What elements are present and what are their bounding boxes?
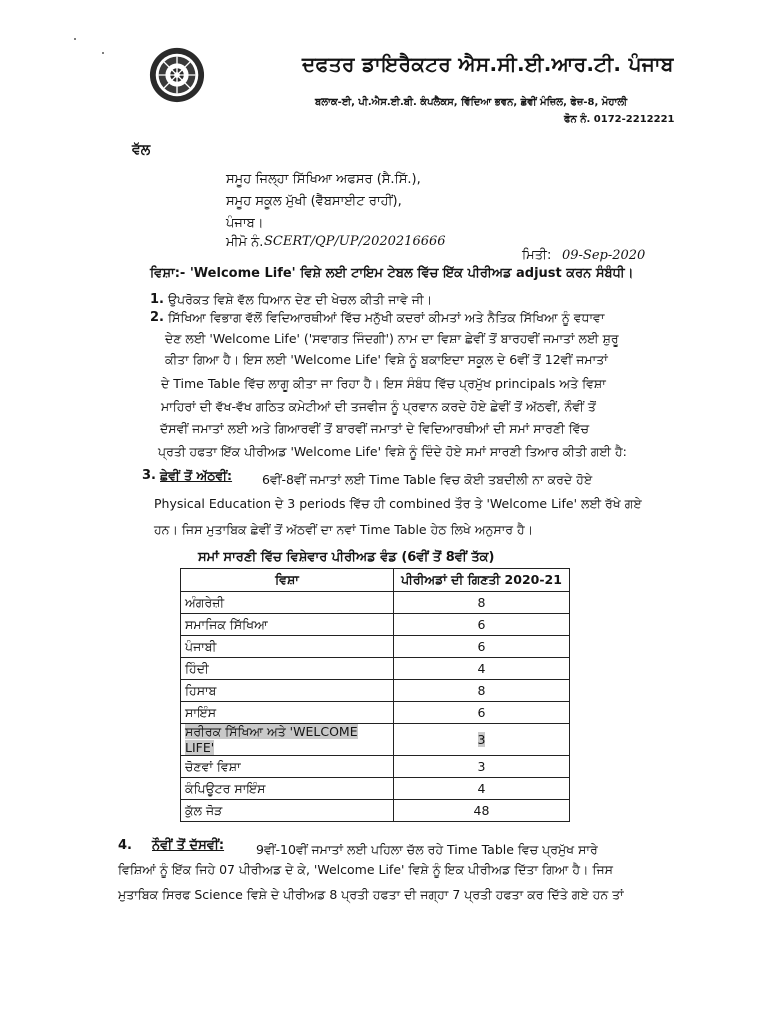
paragraph-line: Physical Education ਦੇ 3 periods ਵਿੱਚ ਹੀ combined ਤੌਰ ਤੇ 'Welcome Life' ਲਈ ਰੱਖੇ ਗਏ [154,496,642,511]
memo-number: SCERT/QP/UP/2020216666 [264,234,446,249]
periods-cell: 4 [394,778,570,800]
timetable-table [180,568,570,822]
subject-cell: ਕੁੱਲ ਜੋੜ [181,800,394,822]
office-phone: ਫੋਨ ਨੰ. 0172-2212221 [564,114,675,125]
paragraph-heading: ਨੌਵੀਂ ਤੋਂ ਦੱਸਵੀਂ: [152,838,225,853]
table-row [181,592,570,614]
date-value: 09-Sep-2020 [562,248,646,263]
paragraph-line: ਉਪਰੋਕਤ ਵਿਸ਼ੇ ਵੱਲ ਧਿਆਨ ਦੇਣ ਦੀ ਖੇਚਲ ਕੀਤੀ ਜਾਵੇ ਜੀ। [168,292,433,307]
paragraph-number: 3. [142,468,156,483]
date-label: ਮਿਤੀ: [522,248,552,263]
subject-cell: ਹਿੰਦੀ [181,658,394,680]
paragraph-number: 4. [118,838,132,853]
paragraph-line: ਦੇ Time Table ਵਿੱਚ ਲਾਗੂ ਕੀਤਾ ਜਾ ਰਿਹਾ ਹੈ। ਇਸ ਸੰਬੰਧ ਵਿੱਚ ਪ੍ਰਮੁੱਖ principals ਅਤੇ ਵਿਸ਼ਾ [161,376,606,391]
column-header-periods: ਪੀਰੀਅਡਾਂ ਦੀ ਗਿਣਤੀ 2020-21 [394,569,570,592]
subject-line: ਵਿਸ਼ਾ:- 'Welcome Life' ਵਿਸ਼ੇ ਲਈ ਟਾਇਮ ਟੇਬਲ ਵਿੱਚ ਇੱਕ ਪੀਰੀਅਡ adjust ਕਰਨ ਸੰਬੰਧੀ। [150,266,634,281]
subject-cell: ਸਾਇੰਸ [181,702,394,724]
table-row [181,680,570,702]
paragraph-line: ਦੱਸਵੀਂ ਜਮਾਤਾਂ ਲਈ ਅਤੇ ਗਿਆਰਵੀਂ ਤੋਂ ਬਾਰਵੀਂ ਜਮਾਤਾਂ ਦੇ ਵਿਦਿਆਰਥੀਆਂ ਦੀ ਸਮਾਂ ਸਾਰਣੀ ਵਿੱਚ [160,421,590,436]
office-title: ਦਫਤਰ ਡਾਇਰੈਕਟਰ ਐਸ.ਸੀ.ਈ.ਆਰ.ਟੀ. ਪੰਜਾਬ [302,52,674,76]
paragraph-number: 2. [150,310,164,325]
table-row [181,636,570,658]
scan-speck [74,38,76,40]
paragraph-heading: ਛੇਵੀਂ ਤੋਂ ਅੱਠਵੀਂ: [160,468,233,483]
subject-cell: ਹਿਸਾਬ [181,680,394,702]
table-row-highlighted [181,724,570,756]
periods-cell: 48 [394,800,570,822]
subject-cell: ਕੰਪਿਊਟਰ ਸਾਇੰਸ [181,778,394,800]
paragraph-line: ਮੁਤਾਬਿਕ ਸਿਰਫ Science ਵਿਸ਼ੇ ਦੇ ਪੀਰੀਅਡ 8 ਪ੍ਰਤੀ ਹਫਤਾ ਦੀ ਜਗ੍ਹਾ 7 ਪ੍ਰਤੀ ਹਫਤਾ ਕਰ ਦਿੱਤੇ ਗਏ ਹਨ ਤਾਂ [118,887,624,902]
periods-cell: 4 [394,658,570,680]
paragraph-line: ਵਿਸ਼ਿਆਂ ਨੂੰ ਇੱਕ ਜਿਹੇ 07 ਪੀਰੀਅਡ ਦੇ ਕੇ, 'Welcome Life' ਵਿਸ਼ੇ ਨੂੰ ਇਕ ਪੀਰੀਅਡ ਦਿੱਤਾ ਗਿਆ ਹੈ। ਜਿਸ [118,862,613,877]
periods-cell [394,724,570,756]
table-row [181,702,570,724]
table-row [181,658,570,680]
periods-cell: 6 [394,702,570,724]
scert-punjab-seal-icon [148,46,206,104]
paragraph-line: ਪ੍ਰਤੀ ਹਫਤਾ ਇੱਕ ਪੀਰੀਅਡ 'Welcome Life' ਵਿਸ਼ੇ ਨੂੰ ਦਿੰਦੇ ਹੋਏ ਸਮਾਂ ਸਾਰਣੀ ਤਿਆਰ ਕੀਤੀ ਗਈ ਹੈ: [158,444,627,459]
periods-cell: 6 [394,636,570,658]
highlighted-periods: 3 [477,732,486,747]
table-caption: ਸਮਾਂ ਸਾਰਣੀ ਵਿੱਚ ਵਿਸ਼ੇਵਾਰ ਪੀਰੀਅਡ ਵੰਡ (6ਵੀਂ ਤੋਂ 8ਵੀਂ ਤੱਕ) [198,550,495,565]
recipient-line: ਸਮੂਹ ਜਿਲ੍ਹਾ ਸਿੱਖਿਆ ਅਫਸਰ (ਸੈ.ਸਿੱ.), [226,172,421,187]
table-row [181,614,570,636]
subject-cell: ਪੰਜਾਬੀ [181,636,394,658]
paragraph-line: ਦੇਣ ਲਈ 'Welcome Life' ('ਸਵਾਗਤ ਜਿੰਦਗੀ') ਨਾਮ ਦਾ ਵਿਸ਼ਾ ਛੇਵੀਂ ਤੋਂ ਬਾਰਹਵੀਂ ਜਮਾਤਾਂ ਲਈ ਸ਼ੁਰੂ [165,331,619,346]
table-row [181,778,570,800]
table-row [181,756,570,778]
paragraph-line: 6ਵੀਂ-8ਵੀਂ ਜਮਾਤਾਂ ਲਈ Time Table ਵਿਚ ਕੋਈ ਤਬਦੀਲੀ ਨਾ ਕਰਦੇ ਹੋਏ [262,472,593,487]
recipient-line: ਸਮੂਹ ਸਕੂਲ ਮੁੱਖੀ (ਵੈੱਬਸਾਈਟ ਰਾਹੀਂ), [226,194,402,209]
paragraph-line: ਕੀਤਾ ਗਿਆ ਹੈ। ਇਸ ਲਈ 'Welcome Life' ਵਿਸ਼ੇ ਨੂੰ ਬਕਾਇਦਾ ਸਕੂਲ ਦੇ 6ਵੀਂ ਤੋਂ 12ਵੀਂ ਜਮਾਤਾਂ [165,352,608,367]
paragraph-number: 1. [150,292,164,307]
scan-speck [102,52,104,54]
paragraph-line: ਸਿੱਖਿਆ ਵਿਭਾਗ ਵੱਲੋਂ ਵਿਦਿਆਰਥੀਆਂ ਵਿੱਚ ਮਨੁੱਖੀ ਕਦਰਾਂ ਕੀਮਤਾਂ ਅਤੇ ਨੈਤਿਕ ਸਿੱਖਿਆ ਨੂੰ ਵਧਾਵਾ [168,310,605,325]
recipient-line: ਪੰਜਾਬ। [226,216,264,231]
paragraph-line: ਹਨ। ਜਿਸ ਮੁਤਾਬਿਕ ਛੇਵੀਂ ਤੋਂ ਅੱਠਵੀਂ ਦਾ ਨਵਾਂ Time Table ਹੇਠ ਲਿਖੇ ਅਨੁਸਾਰ ਹੈ। [154,522,534,537]
periods-cell: 3 [394,756,570,778]
subject-cell: ਚੋਣਵਾਂ ਵਿਸ਼ਾ [181,756,394,778]
to-label: ਵੱਲ [132,142,151,158]
paragraph-line: 9ਵੀਂ-10ਵੀਂ ਜਮਾਤਾਂ ਲਈ ਪਹਿਲਾ ਚੱਲ ਰਹੇ Time Table ਵਿਚ ਪ੍ਰਮੁੱਖ ਸਾਰੇ [256,842,598,857]
highlighted-subject: ਸਰੀਰਕ ਸਿੱਖਿਆ ਅਤੇ 'WELCOME LIFE' [185,724,358,755]
subject-cell [181,724,394,756]
office-address: ਬਲਾਕ-ਈ, ਪੀ.ਐਸ.ਈ.ਬੀ. ਕੰਪਲੈਕਸ, ਵਿੱਦਿਆ ਭਵਨ, ਛੇਵੀਂ ਮੰਜ਼ਿਲ, ਫੇਜ਼-8, ਮੋਹਾਲੀ [315,97,628,108]
memo-label: ਮੀਮੋ ਨੰ. [226,235,264,250]
table-total-row [181,800,570,822]
periods-cell: 6 [394,614,570,636]
paragraph-line: ਮਾਹਿਰਾਂ ਦੀ ਵੱਖ-ਵੱਖ ਗਠਿਤ ਕਮੇਟੀਆਂ ਦੀ ਤਜਵੀਜ ਨੂੰ ਪ੍ਰਵਾਨ ਕਰਦੇ ਹੋਏ ਛੇਵੀਂ ਤੋਂ ਅੱਠਵੀਂ, ਨੌਵੀਂ ਤੋਂ [161,399,596,414]
column-header-subject: ਵਿਸ਼ਾ [181,569,394,592]
subject-cell: ਸਮਾਜਿਕ ਸਿੱਖਿਆ [181,614,394,636]
periods-cell: 8 [394,680,570,702]
subject-cell: ਅੰਗਰੇਜ਼ੀ [181,592,394,614]
periods-cell: 8 [394,592,570,614]
table-header-row [181,569,570,592]
